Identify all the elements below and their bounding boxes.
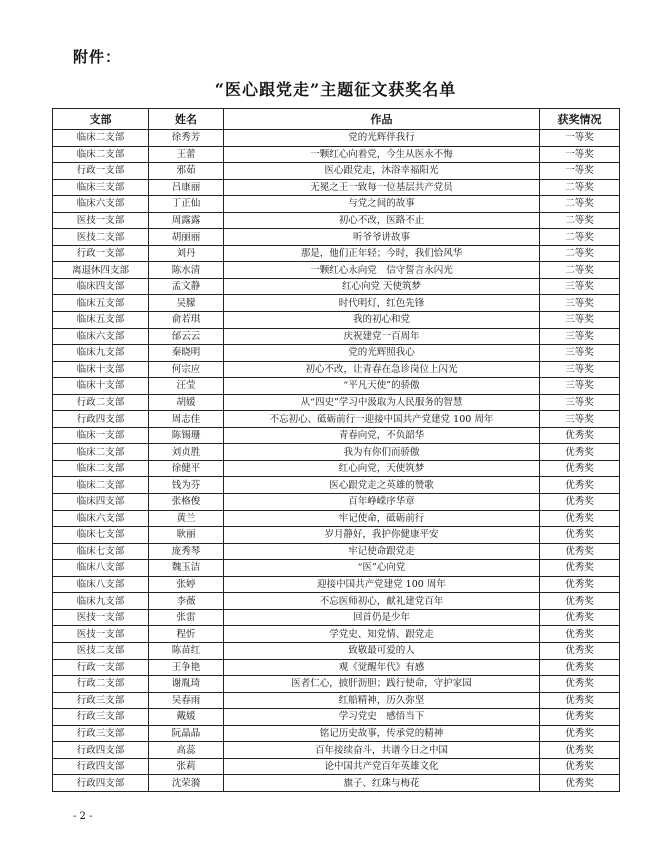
cell-name: 阮晶晶: [149, 725, 224, 742]
cell-award: 优秀奖: [540, 576, 620, 593]
cell-work: 时代明灯，红色先锋: [224, 295, 540, 312]
cell-branch: 行政二支部: [53, 394, 149, 411]
cell-work: 旗子、红珠与梅花: [224, 775, 540, 792]
cell-name: 张雷: [149, 609, 224, 626]
cell-branch: 行政三支部: [53, 709, 149, 726]
page-number: - 2 -: [73, 811, 93, 822]
cell-name: 李薇: [149, 593, 224, 610]
cell-name: 王争艳: [149, 659, 224, 676]
page-title: “医心跟党走”主题征文获奖名单: [214, 80, 457, 99]
cell-branch: 医技二支部: [53, 229, 149, 246]
cell-award: 优秀奖: [540, 642, 620, 659]
cell-work: 学党史、知党情、跟党走: [224, 626, 540, 643]
table-header-row: [53, 109, 620, 130]
cell-award: 优秀奖: [540, 527, 620, 544]
cell-work: 百年峥嵘序华章: [224, 494, 540, 511]
cell-work: 迎接中国共产党建党 100 周年: [224, 576, 540, 593]
cell-name: 孟文静: [149, 278, 224, 295]
cell-branch: 医技一支部: [53, 609, 149, 626]
cell-work: 无冕之王一致每一位基层共产党员: [224, 179, 540, 196]
cell-work: 初心不改，医路不止: [224, 212, 540, 229]
table-row: [53, 609, 620, 626]
cell-work: 牢记使命跟党走: [224, 543, 540, 560]
table-row: [53, 130, 620, 147]
cell-work: 论中国共产党百年英雄文化: [224, 758, 540, 775]
cell-name: 何宗应: [149, 361, 224, 378]
cell-name: 胡媛: [149, 394, 224, 411]
cell-work: 庆祝建党一百周年: [224, 328, 540, 345]
cell-branch: 临床九支部: [53, 345, 149, 362]
cell-work: 百年接续奋斗，共谱今日之中国: [224, 742, 540, 759]
cell-name: 邪茹: [149, 163, 224, 180]
cell-branch: 临床五支部: [53, 312, 149, 329]
cell-work: 岁月静好，我护你健康平安: [224, 527, 540, 544]
cell-branch: 临床二支部: [53, 146, 149, 163]
table-row: [53, 394, 620, 411]
cell-name: 庞秀琴: [149, 543, 224, 560]
cell-award: 优秀奖: [540, 477, 620, 494]
cell-branch: 临床六支部: [53, 328, 149, 345]
cell-award: 优秀奖: [540, 609, 620, 626]
cell-work: 回首仍是少年: [224, 609, 540, 626]
cell-award: 优秀奖: [540, 510, 620, 527]
cell-work: “平凡天使”的骄傲: [224, 378, 540, 395]
cell-award: 二等奖: [540, 245, 620, 262]
cell-branch: 医技一支部: [53, 626, 149, 643]
cell-name: 耿丽: [149, 527, 224, 544]
table-row: [53, 196, 620, 213]
cell-work: 听爷爷讲故事: [224, 229, 540, 246]
cell-award: 三等奖: [540, 394, 620, 411]
table-row: [53, 179, 620, 196]
table-row: [53, 742, 620, 759]
cell-name: 沈荣漪: [149, 775, 224, 792]
cell-work: 党的光辉照我心: [224, 345, 540, 362]
table-row: [53, 527, 620, 544]
cell-work: 与党之间的故事: [224, 196, 540, 213]
cell-award: 三等奖: [540, 411, 620, 428]
cell-award: 三等奖: [540, 378, 620, 395]
cell-award: 三等奖: [540, 361, 620, 378]
awards-table: [52, 108, 620, 792]
cell-name: 张婷: [149, 576, 224, 593]
table-row: [53, 229, 620, 246]
cell-branch: 临床二支部: [53, 460, 149, 477]
cell-name: 谢胤琦: [149, 676, 224, 693]
cell-award: 二等奖: [540, 179, 620, 196]
cell-work: 初心不改，让青春在急诊岗位上闪光: [224, 361, 540, 378]
cell-branch: 临床六支部: [53, 510, 149, 527]
cell-work: 铭记历史故事，传承党的精神: [224, 725, 540, 742]
table-row: [53, 328, 620, 345]
cell-name: 陈锡珊: [149, 427, 224, 444]
table-row: [53, 543, 620, 560]
cell-branch: 临床十支部: [53, 378, 149, 395]
cell-name: 丁正仙: [149, 196, 224, 213]
table-row: [53, 576, 620, 593]
table-row: [53, 676, 620, 693]
table-row: [53, 642, 620, 659]
cell-award: 二等奖: [540, 229, 620, 246]
cell-work: 青春向党，不负韶华: [224, 427, 540, 444]
table-row: [53, 262, 620, 279]
cell-name: 邰云云: [149, 328, 224, 345]
table-row: [53, 245, 620, 262]
cell-work: 不忘初心、砥砺前行一迎接中国共产党建党 100 周年: [224, 411, 540, 428]
table-row: [53, 278, 620, 295]
cell-work: 学习党史 感悟当下: [224, 709, 540, 726]
cell-work: 不忘医师初心，献礼建党百年: [224, 593, 540, 610]
cell-award: 优秀奖: [540, 676, 620, 693]
cell-award: 优秀奖: [540, 427, 620, 444]
table-body: [53, 130, 620, 792]
cell-branch: 临床七支部: [53, 543, 149, 560]
table-row: [53, 460, 620, 477]
cell-branch: 临床八支部: [53, 560, 149, 577]
cell-award: 优秀奖: [540, 709, 620, 726]
cell-branch: 行政二支部: [53, 676, 149, 693]
header-branch: 支部: [53, 109, 149, 130]
cell-branch: 行政三支部: [53, 692, 149, 709]
cell-branch: 行政四支部: [53, 411, 149, 428]
header-name: 姓名: [149, 109, 224, 130]
cell-branch: 临床四支部: [53, 494, 149, 511]
cell-award: 优秀奖: [540, 543, 620, 560]
cell-branch: 行政四支部: [53, 742, 149, 759]
table-row: [53, 692, 620, 709]
cell-name: 魏玉洁: [149, 560, 224, 577]
table-row: [53, 146, 620, 163]
cell-name: 吴春雨: [149, 692, 224, 709]
cell-work: 牢记使命，砥砺前行: [224, 510, 540, 527]
cell-branch: 临床二支部: [53, 130, 149, 147]
table-row: [53, 427, 620, 444]
cell-branch: 临床五支部: [53, 295, 149, 312]
table-row: [53, 378, 620, 395]
cell-work: 一颗红心永向党 信守誓言永闪光: [224, 262, 540, 279]
cell-work: 那是，他们正年轻；今时，我们恰风华: [224, 245, 540, 262]
cell-award: 优秀奖: [540, 742, 620, 759]
cell-award: 三等奖: [540, 345, 620, 362]
cell-work: 医心跟党走之英雄的赞歌: [224, 477, 540, 494]
table-row: [53, 709, 620, 726]
cell-branch: 临床八支部: [53, 576, 149, 593]
cell-award: 优秀奖: [540, 444, 620, 461]
cell-branch: 医技二支部: [53, 642, 149, 659]
cell-name: 黄兰: [149, 510, 224, 527]
cell-branch: 临床九支部: [53, 593, 149, 610]
cell-name: 戴媛: [149, 709, 224, 726]
cell-name: 徐健平: [149, 460, 224, 477]
cell-award: 二等奖: [540, 212, 620, 229]
cell-name: 俞若琪: [149, 312, 224, 329]
cell-branch: 行政三支部: [53, 725, 149, 742]
cell-award: 三等奖: [540, 328, 620, 345]
cell-name: 程忻: [149, 626, 224, 643]
table-row: [53, 312, 620, 329]
cell-branch: 临床六支部: [53, 196, 149, 213]
table-row: [53, 626, 620, 643]
cell-branch: 行政一支部: [53, 659, 149, 676]
cell-branch: 行政一支部: [53, 163, 149, 180]
cell-award: 优秀奖: [540, 692, 620, 709]
cell-award: 优秀奖: [540, 593, 620, 610]
cell-award: 三等奖: [540, 278, 620, 295]
cell-award: 优秀奖: [540, 626, 620, 643]
table-row: [53, 444, 620, 461]
cell-work: 红心向党，天使筑梦: [224, 460, 540, 477]
table-row: [53, 295, 620, 312]
cell-name: 高蕊: [149, 742, 224, 759]
cell-award: 优秀奖: [540, 460, 620, 477]
table-row: [53, 345, 620, 362]
cell-name: 刘丹: [149, 245, 224, 262]
cell-award: 一等奖: [540, 130, 620, 147]
cell-award: 优秀奖: [540, 725, 620, 742]
cell-work: 致敬最可爱的人: [224, 642, 540, 659]
cell-name: 周露露: [149, 212, 224, 229]
cell-work: 一颗红心向着党，今生从医永不悔: [224, 146, 540, 163]
cell-name: 刘贞胜: [149, 444, 224, 461]
cell-branch: 行政四支部: [53, 775, 149, 792]
cell-work: 党的光辉伴我行: [224, 130, 540, 147]
cell-branch: 临床十支部: [53, 361, 149, 378]
cell-branch: 行政四支部: [53, 758, 149, 775]
cell-name: 钱为芬: [149, 477, 224, 494]
cell-work: “医”心向党: [224, 560, 540, 577]
cell-award: 优秀奖: [540, 560, 620, 577]
table-row: [53, 477, 620, 494]
cell-award: 优秀奖: [540, 758, 620, 775]
cell-award: 三等奖: [540, 312, 620, 329]
table-row: [53, 725, 620, 742]
cell-name: 张莉: [149, 758, 224, 775]
cell-award: 一等奖: [540, 163, 620, 180]
table-row: [53, 411, 620, 428]
cell-work: 从“四史”学习中汲取为人民服务的智慧: [224, 394, 540, 411]
cell-award: 优秀奖: [540, 659, 620, 676]
table-row: [53, 212, 620, 229]
table-row: [53, 593, 620, 610]
cell-award: 一等奖: [540, 146, 620, 163]
cell-award: 优秀奖: [540, 494, 620, 511]
cell-name: 王蕾: [149, 146, 224, 163]
cell-name: 吕康丽: [149, 179, 224, 196]
table-row: [53, 510, 620, 527]
cell-branch: 临床三支部: [53, 179, 149, 196]
cell-award: 优秀奖: [540, 775, 620, 792]
cell-name: 吴朦: [149, 295, 224, 312]
cell-branch: 行政一支部: [53, 245, 149, 262]
cell-work: 我为有你们而骄傲: [224, 444, 540, 461]
cell-work: 红船精神，历久弥坚: [224, 692, 540, 709]
cell-work: 我的初心和党: [224, 312, 540, 329]
cell-work: 医心跟党走，沐浴幸福阳光: [224, 163, 540, 180]
table-row: [53, 560, 620, 577]
cell-work: 医者仁心，披肝沥胆；践行使命，守护家园: [224, 676, 540, 693]
cell-name: 秦晓明: [149, 345, 224, 362]
table-row: [53, 775, 620, 792]
cell-branch: 临床二支部: [53, 477, 149, 494]
cell-name: 陈水清: [149, 262, 224, 279]
cell-award: 二等奖: [540, 262, 620, 279]
cell-award: 二等奖: [540, 196, 620, 213]
cell-work: 红心向党 天使筑梦: [224, 278, 540, 295]
table-row: [53, 659, 620, 676]
cell-branch: 临床二支部: [53, 444, 149, 461]
cell-work: 观《觉醒年代》有感: [224, 659, 540, 676]
cell-name: 徐秀芳: [149, 130, 224, 147]
table-row: [53, 494, 620, 511]
cell-name: 张格俊: [149, 494, 224, 511]
cell-branch: 离退休四支部: [53, 262, 149, 279]
cell-branch: 临床四支部: [53, 278, 149, 295]
table-row: [53, 163, 620, 180]
cell-name: 汪莹: [149, 378, 224, 395]
header-work: 作品: [224, 109, 540, 130]
cell-branch: 临床七支部: [53, 527, 149, 544]
cell-branch: 医技一支部: [53, 212, 149, 229]
cell-name: 周志佳: [149, 411, 224, 428]
attachment-label: 附件：: [73, 48, 122, 66]
cell-branch: 临床一支部: [53, 427, 149, 444]
header-award: 获奖情况: [540, 109, 620, 130]
table-row: [53, 758, 620, 775]
cell-name: 陈苗红: [149, 642, 224, 659]
cell-award: 三等奖: [540, 295, 620, 312]
cell-name: 胡丽丽: [149, 229, 224, 246]
table-row: [53, 361, 620, 378]
